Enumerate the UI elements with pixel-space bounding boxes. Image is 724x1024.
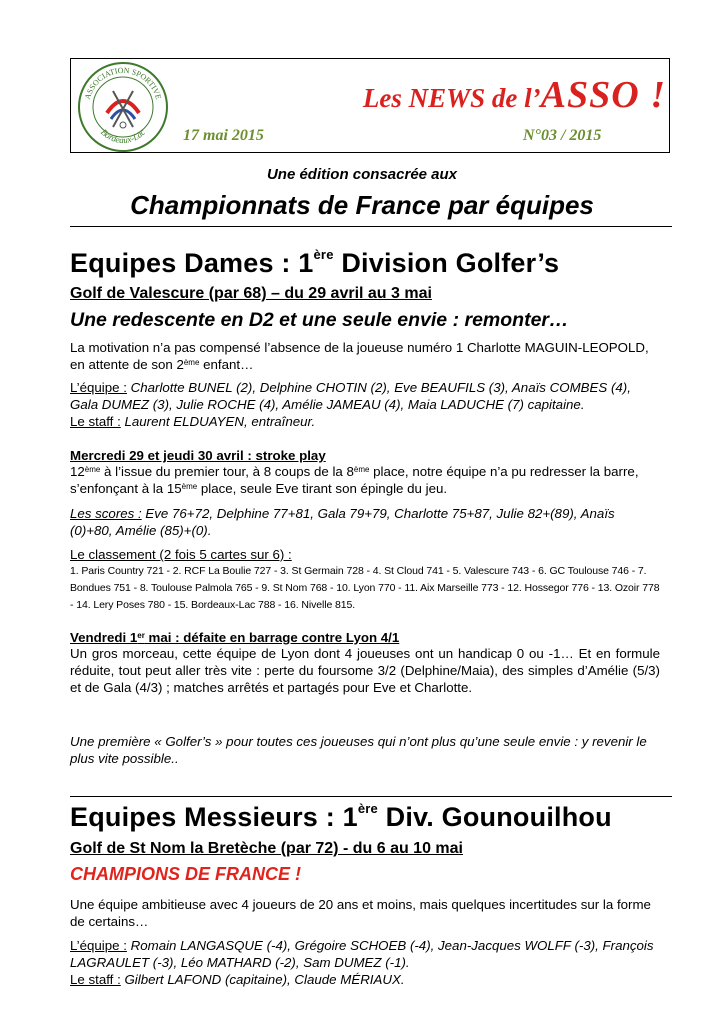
- tagline-dames: Une redescente en D2 et une seule envie : remonter…: [70, 309, 569, 331]
- vendredi-text: Un gros morceau, cette équipe de Lyon dont 4 joueuses ont un handicap 0 ou -1… Et en formule réduite, tout peut aller très vite : perte du foursome 3/2 (Delphine/Maia), des simples d’Amélie (5/3) et de Gala (4/3) ; matches arrêtés et partagés pour Eve et Charlotte.: [70, 646, 660, 695]
- classement-text: 1. Paris Country 721 - 2. RCF La Boulie 727 - 3. St Germain 728 - 4. St Cloud 741 - 5. Valescure 743 - 6. GC Toulouse 746 - 7. Bondues 751 - 8. Toulouse Palmola 765 - 9. St Nom 768 - 10. Lyon 770 - 11. Aix Marseille 773 - 12. Hossegor 776 - 13. Ozoir 778 - 14. Lery Poses 780 - 15. Bordeaux-Lac 788 - 16. Nivelle 815.: [70, 565, 660, 611]
- venue-dames: Golf de Valescure (par 68) – du 29 avril au 3 mai: [70, 285, 432, 302]
- staff-dames: Le staff : Laurent ELDUAYEN, entraîneur.: [70, 414, 316, 429]
- staff-messieurs: Le staff : Gilbert LAFOND (capitaine), Claude MÉRIAUX.: [70, 972, 405, 987]
- venue-messieurs: Golf de St Nom la Bretèche (par 72) - du 6 au 10 mai: [70, 840, 463, 857]
- stroke-play-text: 12ème à l’issue du premier tour, à 8 coups de la 8ème place, notre équipe n’a pu redresser la barre, s’enfonçant à la 15ème place, seule Eve tirant son épingle du jeu.: [70, 464, 639, 496]
- issue-date: 17 mai 2015: [183, 127, 264, 144]
- intro-dames: La motivation n’a pas compensé l’absence de la joueuse numéro 1 Charlotte MAGUIN-LEOPOLD, en attente de son 2ème enfant…: [70, 340, 649, 372]
- classement-label: Le classement (2 fois 5 cartes sur 6) :: [70, 547, 292, 562]
- header-box: [70, 58, 670, 153]
- conclusion-dames: Une première « Golfer’s » pour toutes ces joueuses qui n’ont plus qu’une seule envie : y revenir le plus vite possible..: [70, 734, 647, 766]
- vendredi-heading: Vendredi 1er mai : défaite en barrage contre Lyon 4/1: [70, 630, 400, 645]
- svg-text:Bordeaux-Lac: Bordeaux-Lac: [98, 127, 148, 146]
- edition-title: Championnats de France par équipes: [130, 190, 594, 220]
- divider: [70, 796, 672, 797]
- issue-number: N°03 / 2015: [523, 127, 602, 144]
- section-heading-dames: Equipes Dames : 1ère Division Golfer’s: [70, 247, 560, 278]
- club-logo: [77, 61, 169, 153]
- edition-subtitle: Une édition consacrée aux: [266, 166, 458, 183]
- section-heading-messieurs: Equipes Messieurs : 1ère Div. Gounouilhou: [70, 801, 612, 832]
- scores-dames: Les scores : Eve 76+72, Delphine 77+81, Gala 79+79, Charlotte 75+87, Julie 82+(89), Anaïs (0)+80, Amélie (85)+(0).: [70, 506, 615, 538]
- svg-text:ASSOCIATION SPORTIVE: ASSOCIATION SPORTIVE: [82, 65, 164, 101]
- team-messieurs: L’équipe : Romain LANGASQUE (-4), Grégoire SCHOEB (-4), Jean-Jacques WOLFF (-3), François LAGRAULET (-3), Léo MATHARD (-2), Sam DUMEZ (-1).: [70, 938, 654, 970]
- tagline-messieurs: CHAMPIONS DE FRANCE !: [70, 864, 302, 884]
- stroke-play-heading: Mercredi 29 et jeudi 30 avril : stroke play: [70, 448, 326, 463]
- team-dames: L’équipe : Charlotte BUNEL (2), Delphine CHOTIN (2), Eve BEAUFILS (3), Anaïs COMBES (4), Gala DUMEZ (3), Julie ROCHE (4), Amélie JAMEAU (4), Maia LADUCHE (7) capitaine.: [70, 380, 631, 412]
- intro-messieurs: Une équipe ambitieuse avec 4 joueurs de 20 ans et moins, mais quelques incertitudes sur la forme de certains…: [70, 897, 651, 929]
- newsletter-title: Les NEWS de l’ASSO !: [362, 74, 666, 116]
- divider: [70, 226, 672, 227]
